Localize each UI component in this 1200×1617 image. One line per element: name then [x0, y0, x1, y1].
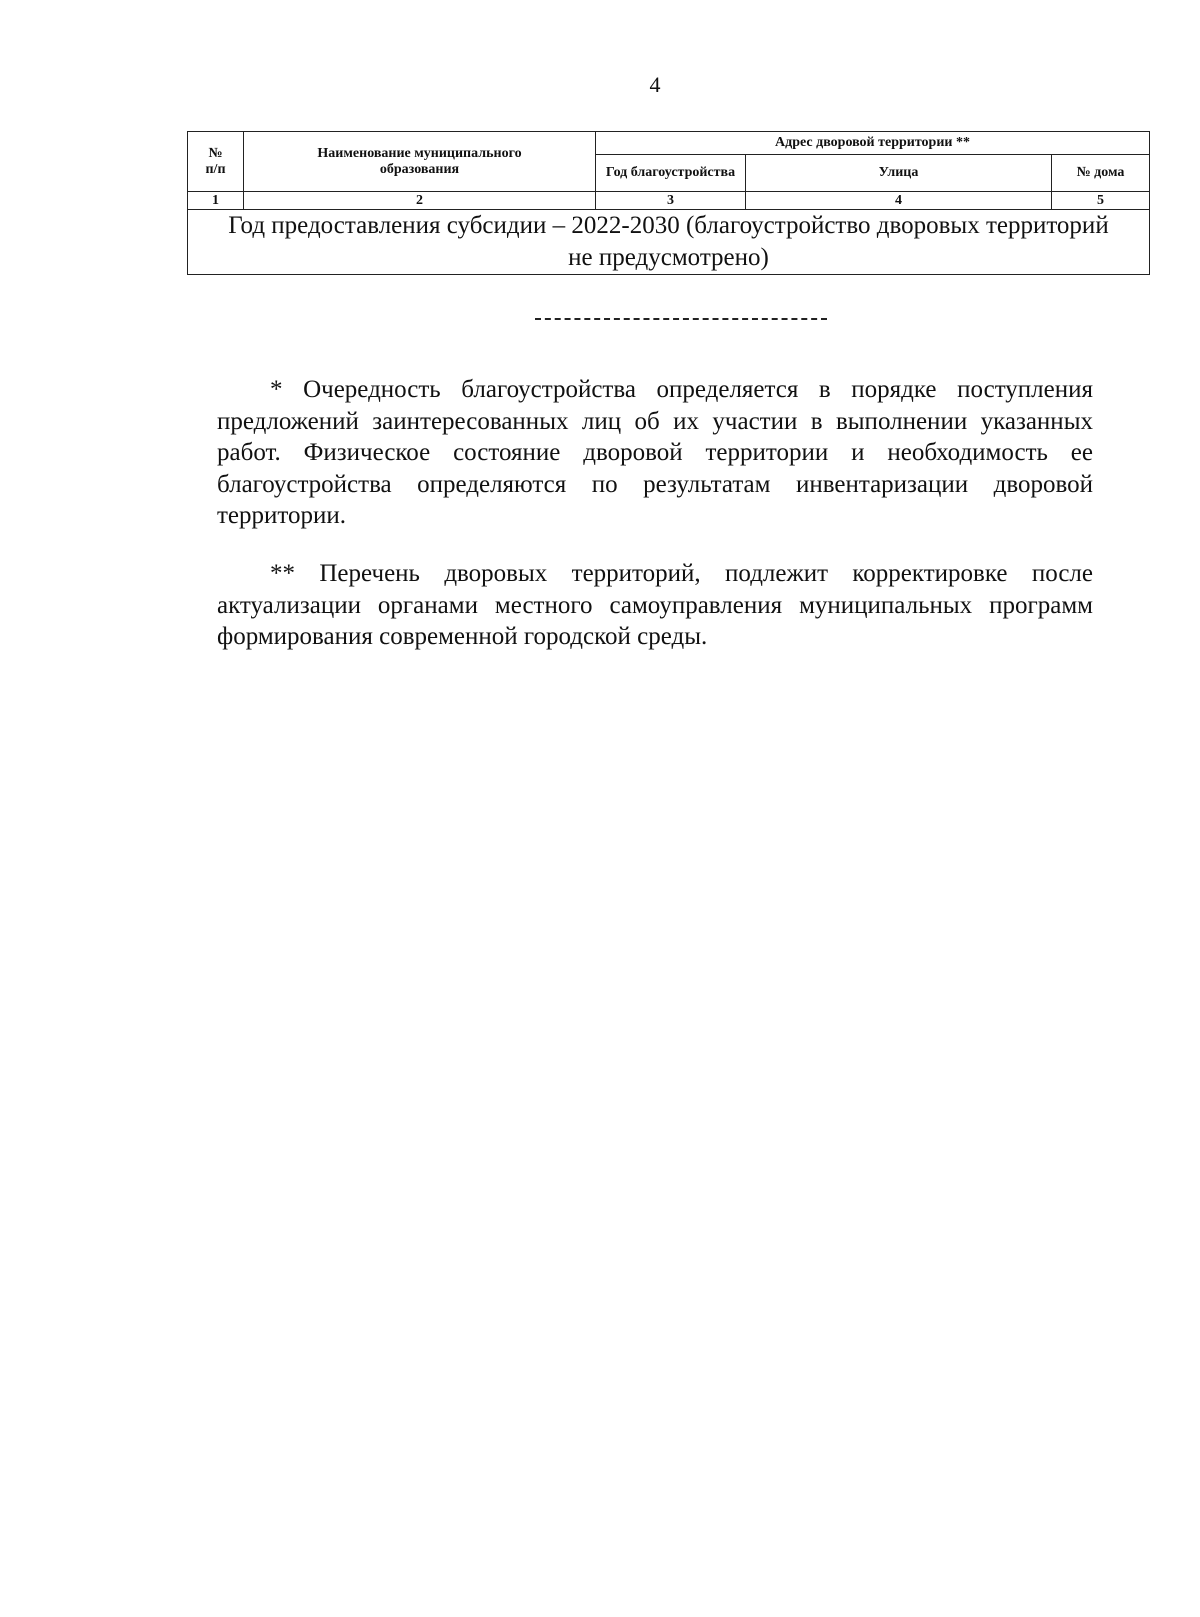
column-number: 2 — [244, 192, 596, 210]
header-num: № п/п — [188, 132, 244, 192]
header-house: № дома — [1052, 155, 1150, 192]
page-number: 4 — [649, 72, 661, 97]
column-number: 4 — [746, 192, 1052, 210]
table-header-row — [188, 132, 1150, 155]
column-number: 5 — [1052, 192, 1150, 210]
column-number-row — [188, 192, 1150, 210]
header-street: Улица — [746, 155, 1052, 192]
column-number: 3 — [596, 192, 746, 210]
header-municipality: Наименование муниципального образования — [244, 132, 596, 192]
subsidy-year-cell: Год предоставления субсидии – 2022-2030 (благоустройство дворовых территорий не предусмотрено) — [188, 210, 1150, 275]
footnote-1: * Очередность благоустройства определяется в порядке поступления предложений заинтересованных лиц об их участии в выполнении указанных работ. Физическое состояние дворовой территории и необходимость ее благоустройства определяются по результатам инвентаризации дворовой территории. — [217, 376, 1093, 529]
address-table — [187, 131, 1150, 275]
header-year: Год благоустройства — [596, 155, 746, 192]
separator-line — [535, 318, 827, 320]
footnote-2: ** Перечень дворовых территорий, подлежит корректировке после актуализации органами местного самоуправления муниципальных программ формирования современной городской среды. — [217, 560, 1093, 650]
header-address-group: Адрес дворовой территории ** — [596, 132, 1150, 155]
column-number: 1 — [188, 192, 244, 210]
year-row — [188, 210, 1150, 275]
